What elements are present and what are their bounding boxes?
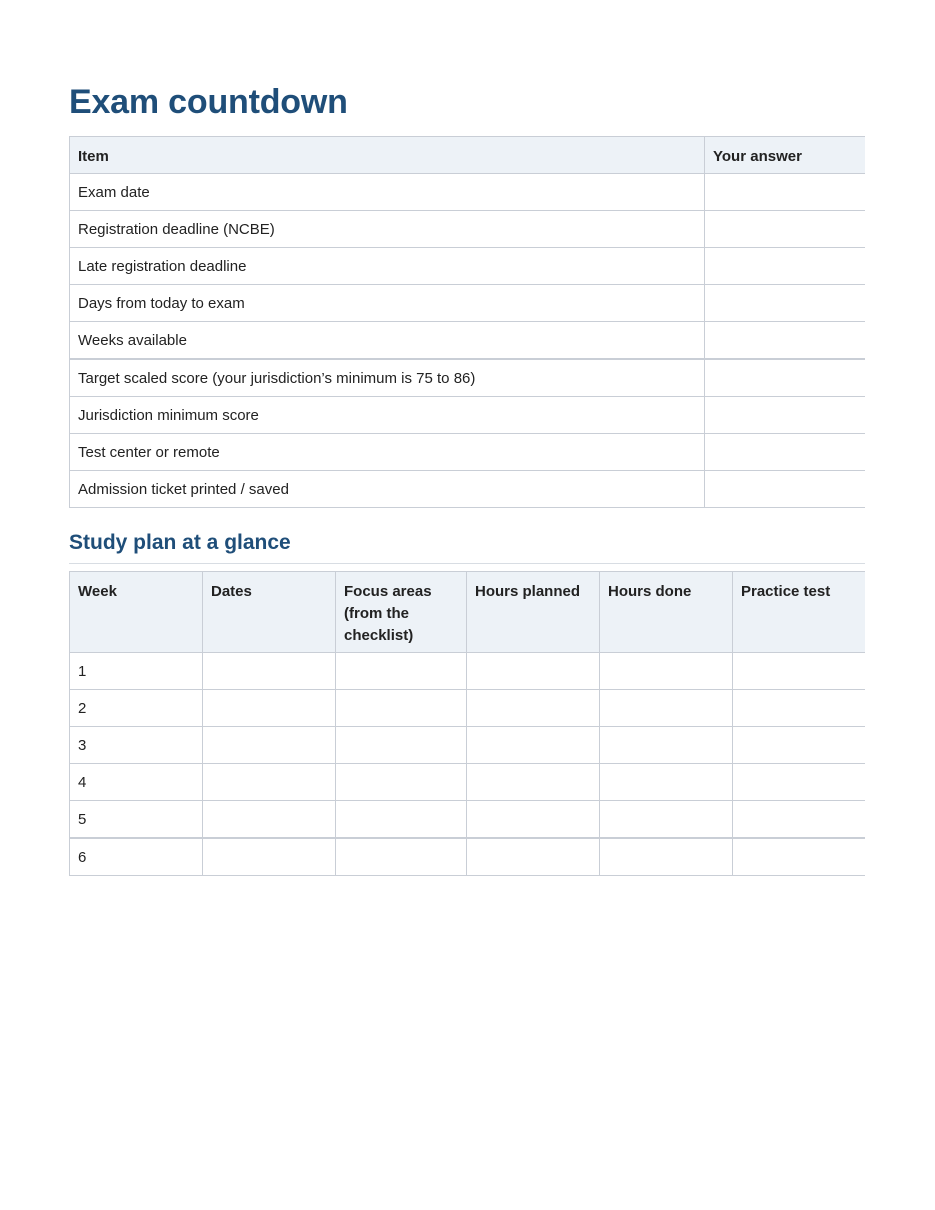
answer-cell[interactable]	[705, 471, 867, 508]
hours-planned-cell[interactable]	[467, 838, 600, 876]
row-item-label: Test center or remote	[70, 434, 705, 471]
column-header-hours-planned: Hours planned	[467, 572, 600, 653]
dates-cell[interactable]	[203, 764, 336, 801]
column-header-dates: Dates	[203, 572, 336, 653]
table-row	[70, 727, 867, 764]
focus-areas-cell[interactable]	[336, 801, 467, 839]
column-header-hours-done: Hours done	[600, 572, 733, 653]
practice-test-cell[interactable]	[733, 653, 867, 690]
answer-cell[interactable]	[705, 322, 867, 360]
answer-cell[interactable]	[705, 248, 867, 285]
row-item-label: Exam date	[70, 174, 705, 211]
practice-test-cell[interactable]	[733, 690, 867, 727]
row-item-label: Late registration deadline	[70, 248, 705, 285]
hours-done-cell[interactable]	[600, 653, 733, 690]
column-header-focus-areas: Focus areas (from the checklist)	[336, 572, 467, 653]
row-item-label: Days from today to exam	[70, 285, 705, 322]
exam-countdown-table	[69, 136, 867, 508]
table-row	[70, 174, 867, 211]
study-plan-table	[69, 571, 867, 876]
column-header-week: Week	[70, 572, 203, 653]
answer-cell[interactable]	[705, 174, 867, 211]
table-row	[70, 397, 867, 434]
hours-planned-cell[interactable]	[467, 801, 600, 839]
week-number: 5	[70, 801, 203, 839]
row-item-label: Target scaled score (your jurisdiction’s minimum is 75 to 86)	[70, 359, 705, 397]
dates-cell[interactable]	[203, 838, 336, 876]
table-row	[70, 211, 867, 248]
section-heading-study-plan: Study plan at a glance	[69, 531, 291, 554]
table-row	[70, 653, 867, 690]
hours-done-cell[interactable]	[600, 838, 733, 876]
table-row	[70, 471, 867, 508]
table-row	[70, 838, 867, 876]
page-title: Exam countdown	[69, 83, 348, 121]
dates-cell[interactable]	[203, 690, 336, 727]
hours-planned-cell[interactable]	[467, 690, 600, 727]
section-divider	[69, 563, 866, 564]
answer-cell[interactable]	[705, 211, 867, 248]
answer-cell[interactable]	[705, 359, 867, 397]
column-header-your-answer: Your answer	[705, 137, 867, 174]
table-row	[70, 764, 867, 801]
table-row	[70, 359, 867, 397]
focus-areas-cell[interactable]	[336, 727, 467, 764]
column-header-item: Item	[70, 137, 705, 174]
week-number: 1	[70, 653, 203, 690]
hours-done-cell[interactable]	[600, 727, 733, 764]
dates-cell[interactable]	[203, 801, 336, 839]
practice-test-cell[interactable]	[733, 727, 867, 764]
answer-cell[interactable]	[705, 397, 867, 434]
hours-planned-cell[interactable]	[467, 653, 600, 690]
answer-cell[interactable]	[705, 285, 867, 322]
table-header-row	[70, 137, 867, 174]
table-row	[70, 285, 867, 322]
hours-done-cell[interactable]	[600, 801, 733, 839]
dates-cell[interactable]	[203, 653, 336, 690]
focus-areas-cell[interactable]	[336, 838, 467, 876]
page-right-margin	[865, 0, 935, 1210]
dates-cell[interactable]	[203, 727, 336, 764]
table-header-row	[70, 572, 867, 653]
hours-planned-cell[interactable]	[467, 727, 600, 764]
row-item-label: Jurisdiction minimum score	[70, 397, 705, 434]
hours-planned-cell[interactable]	[467, 764, 600, 801]
hours-done-cell[interactable]	[600, 690, 733, 727]
row-item-label: Weeks available	[70, 322, 705, 360]
row-item-label: Registration deadline (NCBE)	[70, 211, 705, 248]
table-row	[70, 322, 867, 360]
row-item-label: Admission ticket printed / saved	[70, 471, 705, 508]
table-row	[70, 248, 867, 285]
week-number: 4	[70, 764, 203, 801]
table-row	[70, 801, 867, 839]
focus-areas-cell[interactable]	[336, 653, 467, 690]
practice-test-cell[interactable]	[733, 838, 867, 876]
practice-test-cell[interactable]	[733, 764, 867, 801]
focus-areas-cell[interactable]	[336, 690, 467, 727]
table-row	[70, 690, 867, 727]
week-number: 6	[70, 838, 203, 876]
practice-test-cell[interactable]	[733, 801, 867, 839]
hours-done-cell[interactable]	[600, 764, 733, 801]
week-number: 2	[70, 690, 203, 727]
week-number: 3	[70, 727, 203, 764]
table-row	[70, 434, 867, 471]
column-header-practice-test: Practice test	[733, 572, 867, 653]
focus-areas-cell[interactable]	[336, 764, 467, 801]
answer-cell[interactable]	[705, 434, 867, 471]
